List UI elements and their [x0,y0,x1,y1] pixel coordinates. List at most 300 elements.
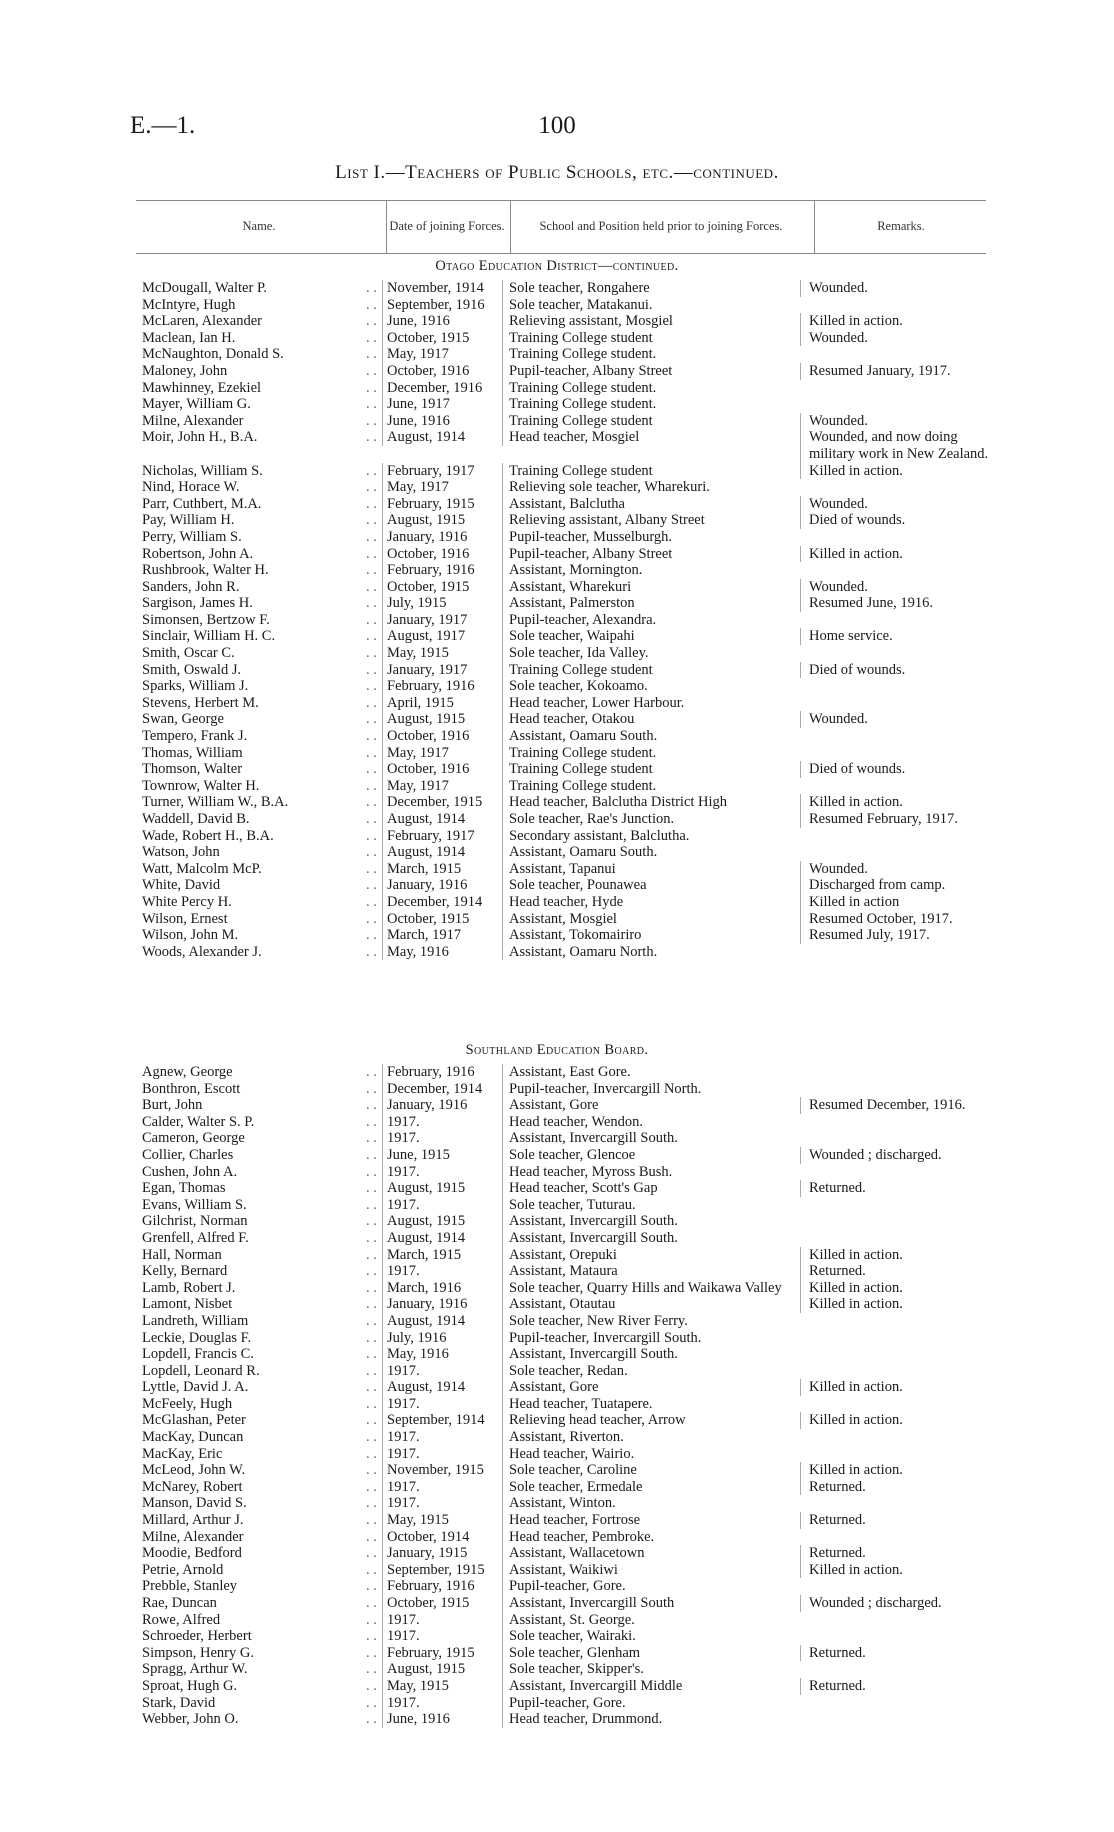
date-joined: October, 1915 [382,579,502,596]
teacher-name: McNarey, Robert [142,1478,243,1495]
date-joined: October, 1916 [382,363,502,380]
teacher-name: McLeod, John W. [142,1462,246,1479]
school-position: Assistant, Oamaru North. [502,944,800,961]
school-position: Assistant, Invercargill South. [502,1130,800,1147]
table-row [142,562,1002,579]
teacher-name: Burt, John [142,1097,203,1114]
leader-dots: . . [366,462,377,479]
table-row [142,413,1002,430]
leader-dots: . . [366,1628,377,1645]
column-header-remarks: Remarks. [814,201,987,253]
leader-dots: . . [366,1478,377,1495]
table-row [142,678,1002,695]
remarks: Killed in action. [800,313,990,330]
teacher-name: Maloney, John [142,362,228,379]
leader-dots: . . [366,1163,377,1180]
teacher-name: Mawhinney, Ezekiel [142,379,262,396]
remarks: Killed in action. [800,1562,990,1579]
remarks: Killed in action. [800,1412,990,1429]
school-position: Relieving assistant, Mosgiel [502,313,800,330]
date-joined: October, 1915 [382,330,502,347]
table-row [142,1213,1002,1230]
school-position: Head teacher, Wairio. [502,1446,800,1463]
teacher-name: Grenfell, Alfred F. [142,1229,249,1246]
teacher-name: MacKay, Eric [142,1445,223,1462]
leader-dots: . . [366,1595,377,1611]
date-joined: 1917. [382,1429,502,1446]
teacher-name: Woods, Alexander J. [142,943,262,960]
remarks: Killed in action [800,894,990,911]
date-joined: February, 1915 [382,496,502,513]
leader-dots: . . [366,1495,377,1512]
teacher-name: Landreth, William [142,1312,249,1329]
date-joined: 1917. [382,1363,502,1380]
table-row [142,1330,1002,1347]
school-position: Head teacher, Lower Harbour. [502,695,800,712]
teacher-name: Townrow, Walter H. [142,777,260,794]
date-joined: January, 1916 [382,1296,502,1313]
table-row [142,944,1002,961]
teacher-name: Cushen, John A. [142,1163,238,1180]
table-row [142,330,1002,347]
leader-dots: . . [366,1130,377,1147]
date-joined: May, 1917 [382,479,502,496]
school-position: Assistant, East Gore. [502,1064,800,1081]
table-row [142,745,1002,762]
leader-dots: . . [366,1213,377,1230]
table-row [142,761,1002,778]
teacher-name: Smith, Oswald J. [142,661,242,678]
remarks: Died of wounds. [800,761,990,778]
column-header-date: Date of joining Forces. [386,201,507,253]
teacher-name: Egan, Thomas [142,1180,226,1197]
leader-dots: . . [366,1561,377,1578]
remarks: Returned. [800,1263,990,1280]
date-joined: August, 1915 [382,711,502,728]
date-joined: August, 1915 [382,1180,502,1197]
table-row [142,894,1002,911]
date-joined: 1917. [382,1263,502,1280]
table-row [142,1164,1002,1181]
leader-dots: . . [366,777,377,794]
remarks: Resumed July, 1917. [800,927,990,944]
leader-dots: . . [366,943,377,960]
remarks: Killed in action. [800,1280,990,1297]
remarks: Wounded. [800,330,990,347]
teacher-name: Simpson, Henry G. [142,1644,254,1661]
date-joined: October, 1916 [382,761,502,778]
date-joined: 1917. [382,1130,502,1147]
school-position: Assistant, Wallacetown [502,1545,800,1562]
date-joined: May, 1917 [382,745,502,762]
school-position: Sole teacher, Glencoe [502,1147,800,1164]
date-joined: May, 1915 [382,1512,502,1529]
remarks: Resumed January, 1917. [800,363,990,380]
date-joined: January, 1916 [382,529,502,546]
teacher-name: Leckie, Douglas F. [142,1329,252,1346]
teacher-name: Mayer, William G. [142,396,251,413]
date-joined: May, 1916 [382,944,502,961]
school-position: Pupil-teacher, Alexandra. [502,612,800,629]
date-joined: June, 1916 [382,413,502,430]
date-joined: May, 1917 [382,346,502,363]
date-joined: November, 1914 [382,280,502,297]
table-row [142,595,1002,612]
table-row [142,1197,1002,1214]
teacher-name: Webber, John O. [142,1711,239,1728]
school-position: Sole teacher, Quarry Hills and Waikawa Valley [502,1280,800,1297]
school-position: Assistant, Wharekuri [502,579,800,596]
school-position: Secondary assistant, Balclutha. [502,828,800,845]
leader-dots: . . [366,362,377,379]
teacher-name: White Percy H. [142,893,232,910]
remarks: Returned. [800,1180,990,1197]
leader-dots: . . [366,595,377,612]
table-row [142,1296,1002,1313]
leader-dots: . . [366,296,377,313]
teacher-name: Evans, William S. [142,1196,247,1213]
teacher-name: Sinclair, William H. C. [142,628,276,645]
teacher-name: Sargison, James H. [142,595,253,612]
remarks: Home service. [800,628,990,645]
date-joined: May, 1917 [382,778,502,795]
remarks: Returned. [800,1645,990,1662]
table-row [142,728,1002,745]
table-row [142,778,1002,795]
leader-dots: . . [366,611,377,628]
leader-dots: . . [366,1578,377,1595]
section-title-otago: Otago Education District—continued. [435,258,679,274]
leader-dots: . . [366,578,377,595]
leader-dots: . . [366,1329,377,1346]
date-joined: August, 1914 [382,1313,502,1330]
leader-dots: . . [366,893,377,910]
leader-dots: . . [366,1113,377,1130]
table-row [142,579,1002,596]
table-row [142,927,1002,944]
remarks: Returned. [800,1545,990,1562]
school-position: Assistant, Otautau [502,1296,800,1313]
remarks: Wounded. [800,413,990,430]
date-joined: December, 1916 [382,380,502,397]
leader-dots: . . [366,877,377,894]
leader-dots: . . [366,1611,377,1628]
date-joined: June, 1916 [382,1711,502,1728]
leader-dots: . . [366,1677,377,1694]
teacher-name: Watt, Malcolm McP. [142,860,262,877]
table-row [142,346,1002,363]
table-row [142,1280,1002,1297]
table-row [142,1130,1002,1147]
date-joined: February, 1916 [382,562,502,579]
leader-dots: . . [366,678,377,695]
teacher-name: Thomas, William [142,744,243,761]
school-position: Head teacher, Wendon. [502,1114,800,1131]
leader-dots: . . [366,794,377,811]
school-position: Assistant, Palmerston [502,595,800,612]
teacher-name: Schroeder, Herbert [142,1628,252,1645]
table-row [142,1346,1002,1363]
school-position: Sole teacher, New River Ferry. [502,1313,800,1330]
teacher-name: McDougall, Walter P. [142,280,268,296]
leader-dots: . . [366,379,377,396]
teacher-name: Lyttle, David J. A. [142,1379,249,1396]
date-joined: 1917. [382,1197,502,1214]
teacher-name: Prebble, Stanley [142,1578,238,1595]
school-position: Assistant, Oamaru South. [502,844,800,861]
teacher-name: Calder, Walter S. P. [142,1113,255,1130]
table-row [142,280,1002,297]
leader-dots: . . [366,1412,377,1429]
remarks: Killed in action. [800,1379,990,1396]
leader-dots: . . [366,1312,377,1329]
table-row [142,1628,1002,1645]
teacher-name: Simonsen, Bertzow F. [142,611,270,628]
school-position: Relieving sole teacher, Wharekuri. [502,479,800,496]
table-row [142,1064,1002,1081]
table-row [142,1695,1002,1712]
table-row [142,363,1002,380]
leader-dots: . . [366,512,377,529]
school-position: Relieving head teacher, Arrow [502,1412,800,1429]
school-position: Assistant, Invercargill South. [502,1230,800,1247]
date-joined: May, 1915 [382,1678,502,1695]
date-joined: October, 1915 [382,911,502,928]
leader-dots: . . [366,1395,377,1412]
leader-dots: . . [366,811,377,827]
teacher-name: Moir, John H., B.A. [142,429,258,446]
table-row [142,1379,1002,1396]
school-position: Sole teacher, Redan. [502,1363,800,1380]
teacher-name: Swan, George [142,711,224,728]
school-position: Sole teacher, Kokoamo. [502,678,800,695]
date-joined: 1917. [382,1479,502,1496]
school-position: Sole teacher, Ermedale [502,1479,800,1496]
teacher-name: Parr, Cuthbert, M.A. [142,495,262,512]
school-position: Pupil-teacher, Invercargill North. [502,1081,800,1098]
teacher-name: Milne, Alexander [142,412,244,429]
table-row [142,811,1002,828]
school-position: Training College student [502,413,800,430]
school-position: Pupil-teacher, Albany Street [502,546,800,563]
school-position: Sole teacher, Ida Valley. [502,645,800,662]
table-row [142,1678,1002,1695]
table-row [142,1081,1002,1098]
leader-dots: . . [366,412,377,429]
date-joined: March, 1915 [382,1247,502,1264]
document-reference: E.—1. [130,112,196,139]
leader-dots: . . [366,1528,377,1545]
teacher-name: Wilson, John M. [142,927,239,944]
teacher-name: Manson, David S. [142,1495,247,1512]
leader-dots: . . [366,1064,377,1080]
remarks: Discharged from camp. [800,877,990,894]
school-position: Assistant, Invercargill Middle [502,1678,800,1695]
school-position: Assistant, Invercargill South. [502,1213,800,1230]
date-joined: August, 1915 [382,1661,502,1678]
leader-dots: . . [366,479,377,496]
date-joined: August, 1914 [382,1379,502,1396]
date-joined: January, 1915 [382,1545,502,1562]
date-joined: January, 1916 [382,1097,502,1114]
school-position: Pupil-teacher, Gore. [502,1695,800,1712]
leader-dots: . . [366,1711,377,1728]
table-row [142,297,1002,314]
school-position: Assistant, Mosgiel [502,911,800,928]
table-row [142,396,1002,413]
teacher-name: Sanders, John R. [142,578,240,595]
remarks: Returned. [800,1678,990,1695]
school-position: Sole teacher, Rae's Junction. [502,811,800,828]
leader-dots: . . [366,711,377,728]
school-position: Sole teacher, Matakanui. [502,297,800,314]
table-row [142,479,1002,496]
table-row [142,512,1002,529]
leader-dots: . . [366,562,377,579]
remarks: Returned. [800,1479,990,1496]
teacher-name: Maclean, Ian H. [142,329,236,346]
teacher-name: Rushbrook, Walter H. [142,562,269,579]
school-position: Pupil-teacher, Invercargill South. [502,1330,800,1347]
date-joined: June, 1916 [382,313,502,330]
leader-dots: . . [366,728,377,745]
teacher-name: Kelly, Bernard [142,1263,228,1280]
remarks: Resumed June, 1916. [800,595,990,612]
school-position: Pupil-teacher, Musselburgh. [502,529,800,546]
date-joined: September, 1915 [382,1562,502,1579]
school-position: Assistant, Gore [502,1097,800,1114]
school-position: Sole teacher, Rongahere [502,280,800,297]
table-row [142,1512,1002,1529]
school-position: Assistant, Mataura [502,1263,800,1280]
table-row [142,861,1002,878]
school-position: Head teacher, Hyde [502,894,800,911]
teacher-name: Spragg, Arthur W. [142,1661,248,1678]
leader-dots: . . [366,661,377,678]
remarks: Resumed October, 1917. [800,911,990,928]
table-row [142,911,1002,928]
date-joined: April, 1915 [382,695,502,712]
teacher-name: Stevens, Herbert M. [142,694,259,711]
date-joined: May, 1916 [382,1346,502,1363]
leader-dots: . . [366,429,377,446]
leader-dots: . . [366,1379,377,1396]
school-position: Training College student [502,463,800,480]
leader-dots: . . [366,827,377,844]
date-joined: October, 1914 [382,1529,502,1546]
remarks: Wounded. [800,280,990,297]
leader-dots: . . [366,329,377,346]
leader-dots: . . [366,1661,377,1678]
leader-dots: . . [366,844,377,861]
leader-dots: . . [366,495,377,512]
teacher-name: Sparks, William J. [142,678,249,695]
school-position: Sole teacher, Tuturau. [502,1197,800,1214]
teacher-name: Bonthron, Escott [142,1080,241,1097]
page-number: 100 [538,112,576,139]
teacher-name: Smith, Oscar C. [142,645,235,662]
table-row [142,1661,1002,1678]
date-joined: February, 1917 [382,828,502,845]
leader-dots: . . [366,1429,377,1446]
leader-dots: . . [366,860,377,877]
table-row [142,496,1002,513]
leader-dots: . . [366,1229,377,1246]
teacher-name: Stark, David [142,1694,216,1711]
school-position: Training College student [502,761,800,778]
table-row [142,1529,1002,1546]
table-row [142,1114,1002,1131]
school-position: Assistant, Mornington. [502,562,800,579]
teacher-name: MacKay, Duncan [142,1429,244,1446]
leader-dots: . . [366,1296,377,1313]
date-joined: December, 1914 [382,894,502,911]
table-row [142,612,1002,629]
leader-dots: . . [366,927,377,944]
teacher-name: Tempero, Frank J. [142,728,248,745]
school-position: Assistant, Orepuki [502,1247,800,1264]
table-row [142,529,1002,546]
school-position: Relieving assistant, Albany Street [502,512,800,529]
table-row [142,1446,1002,1463]
remarks: Wounded ; discharged. [800,1595,990,1612]
table-row [142,463,1002,480]
table-row [142,380,1002,397]
table-row [142,1263,1002,1280]
southland-table [142,1064,1002,1728]
school-position: Training College student. [502,380,800,397]
table-row [142,1595,1002,1612]
date-joined: December, 1915 [382,794,502,811]
school-position: Head teacher, Balclutha District High [502,794,800,811]
teacher-name: Wilson, Ernest [142,910,228,927]
teacher-name: Lamb, Robert J. [142,1279,236,1296]
date-joined: August, 1915 [382,1213,502,1230]
school-position: Assistant, Tapanui [502,861,800,878]
school-position: Assistant, Invercargill South [502,1595,800,1612]
table-row [142,1363,1002,1380]
teacher-name: Gilchrist, Norman [142,1213,248,1230]
table-row [142,1578,1002,1595]
school-position: Training College student. [502,346,800,363]
date-joined: February, 1917 [382,463,502,480]
teacher-name: Nicholas, William S. [142,462,263,479]
school-position: Head teacher, Fortrose [502,1512,800,1529]
school-position: Sole teacher, Waipahi [502,628,800,645]
leader-dots: . . [366,346,377,363]
school-position: Sole teacher, Wairaki. [502,1628,800,1645]
teacher-name: White, David [142,877,221,894]
teacher-name: McLaren, Alexander [142,313,262,330]
date-joined: February, 1916 [382,1578,502,1595]
date-joined: July, 1915 [382,595,502,612]
table-row [142,429,1002,462]
table-row [142,877,1002,894]
date-joined: June, 1915 [382,1147,502,1164]
teacher-name: Cameron, George [142,1130,245,1147]
leader-dots: . . [366,694,377,711]
table-row [142,1545,1002,1562]
leader-dots: . . [366,1346,377,1363]
table-row [142,1479,1002,1496]
date-joined: October, 1916 [382,728,502,745]
leader-dots: . . [366,628,377,645]
date-joined: January, 1917 [382,662,502,679]
leader-dots: . . [366,1694,377,1711]
date-joined: 1917. [382,1114,502,1131]
school-position: Training College student. [502,778,800,795]
remarks: Killed in action. [800,1462,990,1479]
